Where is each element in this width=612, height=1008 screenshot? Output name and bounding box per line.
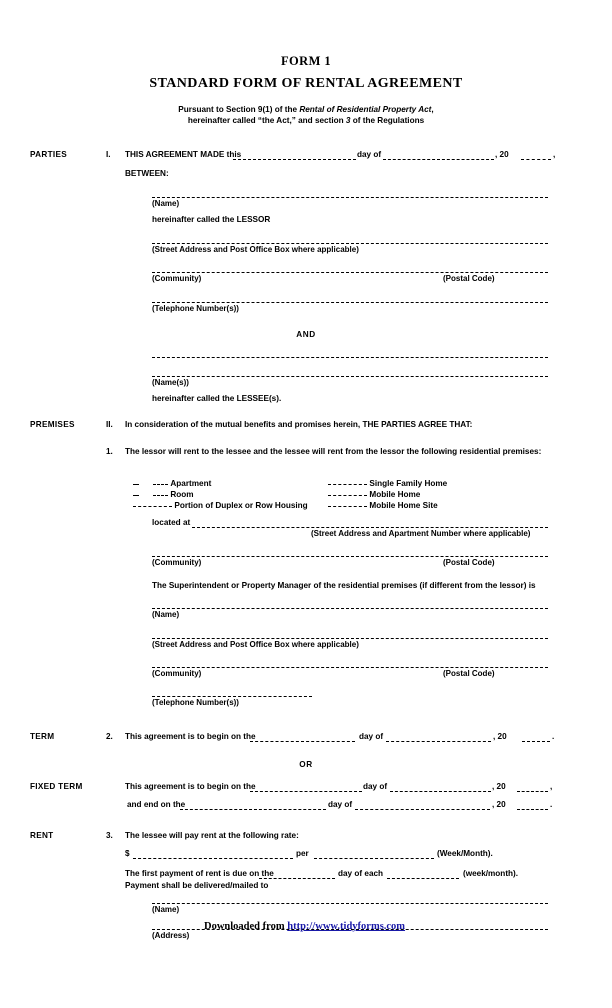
parties-numeral: I.: [106, 150, 111, 159]
rent-address-caption: (Address): [152, 931, 190, 940]
superintendent-text: The Superintendent or Property Manager of the residential premises (if different from the lessor) is: [152, 581, 536, 590]
watermark-url-link[interactable]: http://www.tidyforms.com: [287, 921, 406, 932]
parties-between-label: BETWEEN:: [125, 169, 169, 178]
super-community-blank[interactable]: [152, 667, 548, 668]
term-year-label: , 20: [493, 732, 507, 741]
parties-clause-end: ,: [553, 150, 556, 159]
premises-option-mobile-site[interactable]: [319, 490, 438, 519]
lessee-line-1[interactable]: [152, 357, 548, 358]
section-label-premises: PREMISES: [30, 420, 75, 429]
subtitle-1-suffix: ,: [431, 105, 434, 114]
term-year-blank[interactable]: [522, 741, 550, 742]
rent-per-label: per: [296, 849, 309, 858]
fixed-term-end-dayof-label: day of: [328, 800, 353, 809]
option-duplex-label: Portion of Duplex or Row Housing: [174, 501, 308, 510]
option-room-label: Room: [170, 490, 194, 499]
rent-week-month-label: (Week/Month).: [437, 849, 493, 858]
subtitle-1-prefix: Pursuant to Section 9(1) of the: [178, 105, 300, 114]
fixed-term-end-punct: ,: [550, 782, 553, 791]
lessor-community-caption: (Community): [152, 274, 202, 283]
option-single-family-label: Single Family Home: [369, 479, 448, 488]
section-label-fixed-term: FIXED TERM: [30, 782, 83, 791]
rent-amount-blank[interactable]: [133, 858, 293, 859]
lessor-phone-caption: (Telephone Number(s)): [152, 304, 239, 313]
section-label-parties: PARTIES: [30, 150, 67, 159]
premises-located-at-label: located at: [152, 518, 191, 527]
lessee-called-text: hereinafter called the LESSEE(s).: [152, 394, 282, 403]
premises-community-caption: (Community): [152, 558, 202, 567]
fixed-term-endyear-blank[interactable]: [517, 809, 548, 810]
premises-item-text: The lessor will rent to the lessee and the lessee will rent from the lessor the following residential premises:: [125, 447, 542, 456]
super-phone-caption: (Telephone Number(s)): [152, 698, 239, 707]
term-day-blank[interactable]: [250, 741, 355, 742]
fixed-term-day-blank[interactable]: [250, 791, 362, 792]
fixed-term-end-year-label: , 20: [492, 800, 506, 809]
premises-located-blank[interactable]: [192, 527, 548, 528]
fixed-term-begin-text: This agreement is to begin on the: [125, 782, 256, 791]
premises-located-caption: (Street Address and Apartment Number where applicable): [311, 529, 531, 538]
fixed-term-end-period: .: [550, 800, 553, 809]
or-divider: OR: [299, 760, 313, 769]
rent-first-payment-text-a: The first payment of rent is due on the: [125, 869, 274, 878]
rent-first-payment-text-b: day of each: [338, 869, 384, 878]
term-dayof-label: day of: [359, 732, 384, 741]
rent-numeral: 3.: [106, 831, 113, 840]
act-name: Rental of Residential Property Act: [299, 105, 432, 114]
rent-name-blank[interactable]: [152, 903, 548, 904]
section-label-rent: RENT: [30, 831, 54, 840]
rent-each-period-blank[interactable]: [387, 878, 459, 879]
section-label-term: TERM: [30, 732, 55, 741]
term-month-blank[interactable]: [386, 741, 491, 742]
premises-intro-text: In consideration of the mutual benefits and promises herein, THE PARTIES AGREE THAT:: [125, 420, 473, 429]
lessee-line-2[interactable]: [152, 376, 548, 377]
rent-name-caption: (Name): [152, 905, 180, 914]
option-mobile-home-label: Mobile Home: [369, 490, 421, 499]
rent-first-day-blank[interactable]: [259, 878, 335, 879]
rent-intro-text: The lessee will pay rent at the following rate:: [125, 831, 299, 840]
parties-year-label: , 20: [495, 150, 509, 159]
fixed-term-year-blank[interactable]: [517, 791, 548, 792]
premises-postal-caption: (Postal Code): [443, 558, 495, 567]
premises-option-duplex[interactable]: [124, 490, 308, 519]
rent-period-blank[interactable]: [314, 858, 434, 859]
option-duplex-lead[interactable]: [133, 499, 172, 507]
option-mobile-site-lead[interactable]: [328, 499, 367, 507]
fixed-term-year-label: , 20: [492, 782, 506, 791]
subtitle-2-prefix: hereinafter called “the Act,” and section: [187, 116, 346, 125]
lessee-names-caption: (Name(s)): [152, 378, 189, 387]
watermark-download-notice: [204, 921, 405, 932]
document-title: STANDARD FORM OF RENTAL AGREEMENT: [149, 76, 463, 91]
super-name-caption: (Name): [152, 610, 180, 619]
premises-item-number: 1.: [106, 447, 113, 456]
parties-dayof-label: day of: [357, 150, 382, 159]
super-street-caption: (Street Address and Post Office Box where applicable): [152, 640, 359, 649]
parties-year-blank[interactable]: [521, 159, 551, 160]
watermark-prefix: Downloaded from: [204, 921, 288, 932]
lessor-street-caption: (Street Address and Post Office Box where applicable): [152, 245, 359, 254]
rent-delivery-text: Payment shall be delivered/mailed to: [125, 881, 269, 890]
parties-month-blank[interactable]: [383, 159, 494, 160]
fixed-term-dayof-label: day of: [363, 782, 388, 791]
super-street-blank[interactable]: [152, 638, 548, 639]
fixed-term-month-blank[interactable]: [390, 791, 491, 792]
lessor-phone-blank[interactable]: [152, 302, 548, 303]
super-phone-blank[interactable]: [152, 696, 312, 697]
premises-community-blank[interactable]: [152, 556, 548, 557]
subtitle-line-1: [0, 104, 612, 116]
form-number: FORM 1: [281, 54, 331, 68]
term-begin-text: This agreement is to begin on the: [125, 732, 256, 741]
lessor-postal-caption: (Postal Code): [443, 274, 495, 283]
option-apartment-label: Apartment: [170, 479, 212, 488]
term-end-punct: .: [552, 732, 555, 741]
rent-dollar-sign: $: [125, 849, 130, 858]
premises-numeral: II.: [106, 420, 113, 429]
lessor-street-blank[interactable]: [152, 243, 548, 244]
lessor-name-blank[interactable]: [152, 197, 548, 198]
super-postal-caption: (Postal Code): [443, 669, 495, 678]
super-name-blank[interactable]: [152, 608, 548, 609]
subtitle-line-2: [0, 115, 612, 127]
subtitle-2-suffix: of the Regulations: [350, 116, 425, 125]
regulation-section: 3: [345, 116, 351, 125]
and-divider: AND: [296, 330, 316, 339]
lessor-name-caption: (Name): [152, 199, 180, 208]
lessor-community-blank[interactable]: [152, 272, 548, 273]
rent-first-payment-text-c: (week/month).: [463, 869, 519, 878]
lessor-called-text: hereinafter called the LESSOR: [152, 215, 271, 224]
parties-clause-lead: THIS AGREEMENT MADE this: [125, 150, 242, 159]
fixed-term-endday-blank[interactable]: [180, 809, 326, 810]
parties-day-blank[interactable]: [233, 159, 356, 160]
term-numeral: 2.: [106, 732, 113, 741]
fixed-term-end-text: and end on the: [127, 800, 186, 809]
option-mobile-site-label: Mobile Home Site: [369, 501, 438, 510]
fixed-term-endmonth-blank[interactable]: [355, 809, 490, 810]
super-community-caption: (Community): [152, 669, 202, 678]
